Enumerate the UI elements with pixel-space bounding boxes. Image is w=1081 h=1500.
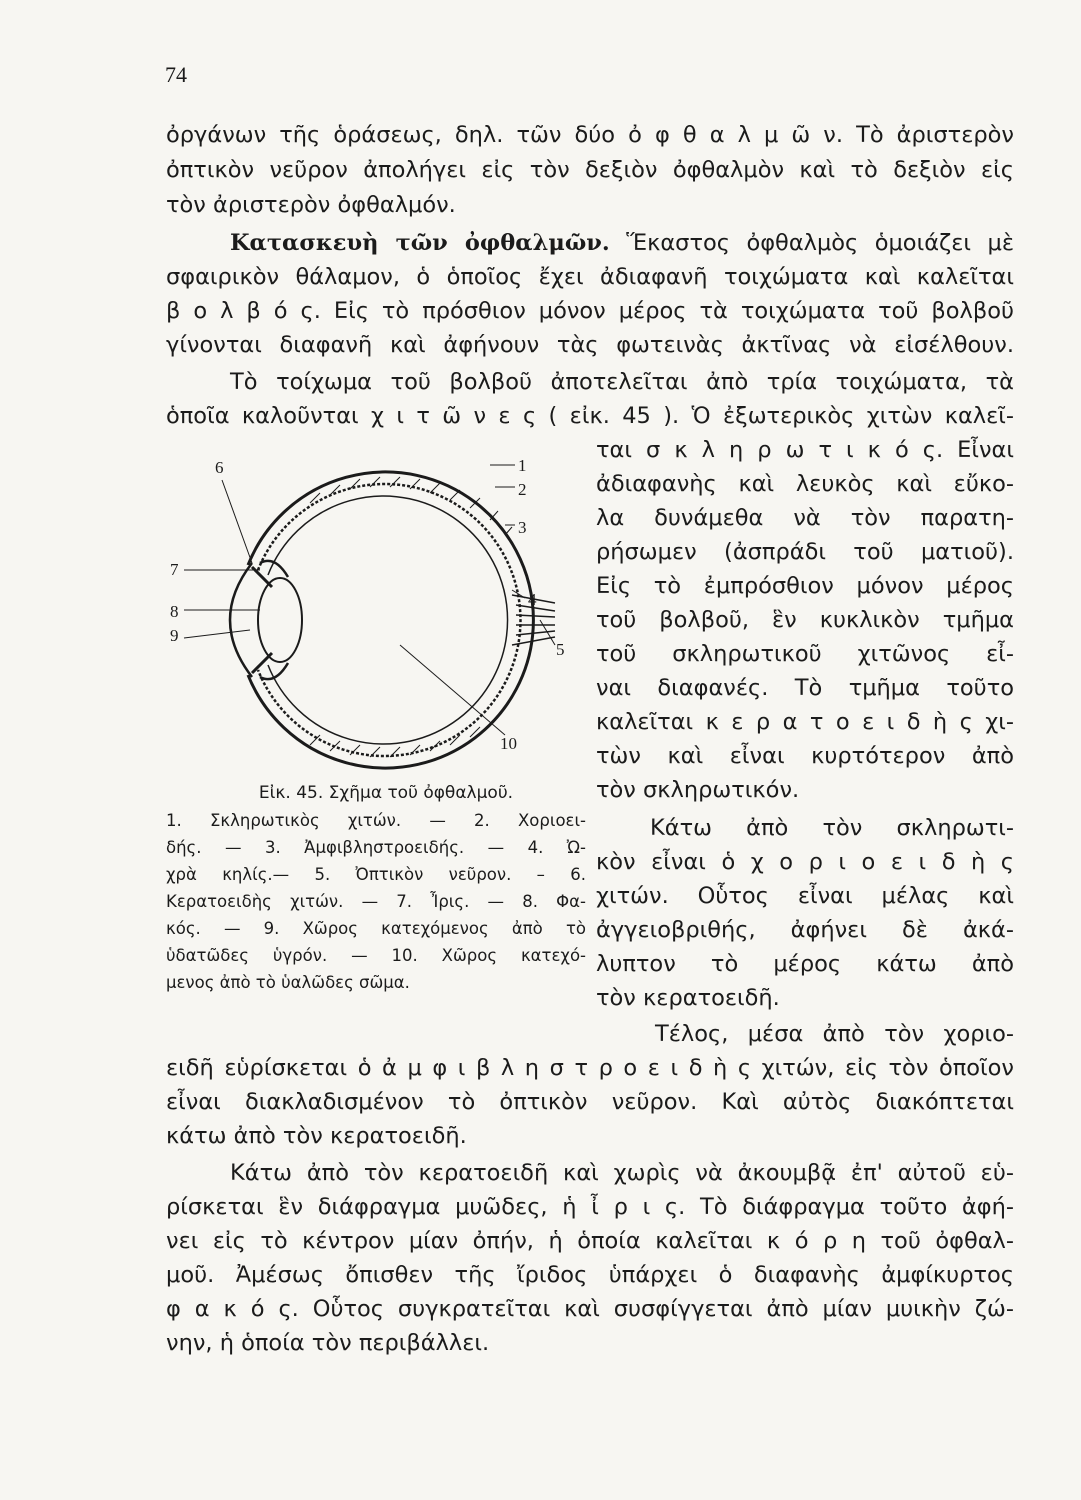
text-line: ἀδιαφανὴς καὶ λευκὸς καὶ εὔκο- bbox=[596, 471, 1014, 497]
text-line: ὀπτικὸν νεῦρον ἀπολήγει εἰς τὸν δεξιὸν ὀφθαλμὸν καὶ τὸ δεξιὸν εἰς bbox=[166, 157, 1014, 183]
text-line: μοῦ. Ἀμέσως ὄπισθεν τῆς ἴριδος ὑπάρχει ὁ διαφανὴς ἀμφίκυρτος bbox=[166, 1262, 1014, 1288]
text-line: λυπτον τὸ μέρος κάτω ἀπὸ bbox=[596, 951, 1014, 977]
text-line: τοῦ σκληρωτικοῦ χιτῶνος εἶ- bbox=[596, 641, 1014, 667]
caption-line: χρὰ κηλίς.— 5. Ὀπτικὸν νεῦρον. – 6. bbox=[166, 865, 586, 884]
text-line: Κάτω ἀπὸ τὸν σκληρωτι- bbox=[650, 815, 1014, 841]
page-number: 74 bbox=[165, 62, 187, 87]
text-line: Εἰς τὸ ἐμπρόσθιον μόνον μέρος bbox=[596, 573, 1014, 599]
text-line: Τὸ τοίχωμα τοῦ βολβοῦ ἀποτελεῖται ἀπὸ τρία τοιχώματα, τὰ bbox=[230, 369, 1014, 395]
text-line: ται σ κ λ η ρ ω τ ι κ ό ς. Εἶναι bbox=[596, 437, 1014, 463]
text-line: νει εἰς τὸ κέντρον μίαν ὀπήν, ἡ ὁποία καλεῖται κ ό ρ η τοῦ ὀφθαλ- bbox=[166, 1228, 1014, 1254]
lens-shape bbox=[258, 578, 302, 662]
text-line: τὸν ἀριστερὸν ὀφθαλμόν. bbox=[166, 192, 456, 218]
section-heading-line bbox=[230, 228, 1014, 258]
caption-title: Εἰκ. 45. Σχῆμα τοῦ ὀφθαλμοῦ. bbox=[258, 783, 514, 803]
text-line: κάτω ἀπὸ τὸν κερατοειδῆ. bbox=[166, 1123, 467, 1149]
choroid-shape bbox=[258, 484, 520, 756]
figure-caption bbox=[166, 780, 586, 996]
text-line: χιτών. Οὗτος εἶναι μέλας καὶ bbox=[596, 883, 1014, 909]
figure-label-8: 8 bbox=[170, 602, 179, 621]
figure-label-5: 5 bbox=[556, 640, 565, 659]
text-span: Ἕκαστος ὀφθαλμὸς ὁμοιάζει μὲ bbox=[626, 230, 1014, 256]
caption-line: Κερατοειδὴς χιτών. — 7. Ἶρις. — 8. Φα- bbox=[166, 892, 586, 911]
eye-diagram bbox=[160, 445, 580, 770]
text-line: λα δυνάμεθα νὰ τὸν παρατη- bbox=[596, 505, 1014, 531]
text-line: καλεῖται κ ε ρ α τ ο ε ι δ ὴ ς χι- bbox=[596, 709, 1014, 735]
text-line: τὸν σκληρωτικόν. bbox=[596, 777, 800, 803]
text-line: τὸν κερατοειδῆ. bbox=[596, 985, 780, 1011]
leader-10 bbox=[400, 645, 505, 735]
caption-line: μενος ἀπὸ τὸ ὑαλῶδες σῶμα. bbox=[166, 973, 410, 992]
text-line: σφαιρικὸν θάλαμον, ὁ ὁποῖος ἔχει ἀδιαφανῆ τοιχώματα καὶ καλεῖται bbox=[166, 264, 1014, 290]
caption-line: 1. Σκληρωτικὸς χιτών. — 2. Χοριοει- bbox=[166, 811, 586, 830]
text-line: ὀργάνων τῆς ὁράσεως, δηλ. τῶν δύο ὀ φ θ α λ μ ῶ ν. Τὸ ἀριστερὸν bbox=[166, 122, 1014, 148]
text-line: Κάτω ἀπὸ τὸν κερατοειδῆ καὶ χωρὶς νὰ ἀκουμβᾷ ἐπ' αὐτοῦ εὑ- bbox=[230, 1160, 1014, 1186]
leader-9 bbox=[184, 630, 250, 638]
text-line: τὼν καὶ εἶναι κυρτότερον ἀπὸ bbox=[596, 743, 1014, 769]
figure-label-6: 6 bbox=[215, 458, 224, 477]
text-line: Τέλος, μέσα ἀπὸ τὸν χοριο- bbox=[655, 1021, 1014, 1047]
figure-label-9: 9 bbox=[170, 626, 179, 645]
text-line: νην, ἡ ὁποία τὸν περιβάλλει. bbox=[166, 1330, 490, 1356]
figure-label-2: 2 bbox=[518, 480, 527, 499]
figure-label-7: 7 bbox=[170, 560, 179, 579]
text-line: ναι διαφανές. Τὸ τμῆμα τοῦτο bbox=[596, 675, 1014, 701]
text-line: φ α κ ό ς. Οὗτος συγκρατεῖται καὶ συσφίγγεται ἀπὸ μίαν μυικὴν ζώ- bbox=[166, 1296, 1014, 1322]
text-line: ρίσκεται ἓν διάφραγμα μυῶδες, ἡ ἶ ρ ι ς. Τὸ διάφραγμα τοῦτο ἀφή- bbox=[166, 1194, 1014, 1220]
text-line: ρήσωμεν (ἀσπράδι τοῦ ματιοῦ). bbox=[596, 539, 1014, 565]
figure-label-3: 3 bbox=[518, 518, 527, 537]
eye-diagram-svg bbox=[160, 445, 580, 770]
text-line: β ο λ β ό ς. Εἰς τὸ πρόσθιον μόνον μέρος τὰ τοιχώματα τοῦ βολβοῦ bbox=[166, 298, 1014, 324]
leader-6 bbox=[222, 480, 252, 563]
cornea-shape bbox=[230, 563, 252, 677]
text-line: ειδῆ εὑρίσκεται ὁ ἀ μ φ ι β λ η σ τ ρ ο ε ι δ ὴ ς χιτών, εἰς τὸν ὁποῖον bbox=[166, 1055, 1014, 1081]
text-line: κὸν εἶναι ὁ χ ο ρ ι ο ε ι δ ὴ ς bbox=[596, 849, 1014, 875]
text-line: ὁποῖα καλοῦνται χ ι τ ῶ ν ε ς ( εἰκ. 45 ). Ὁ ἐξωτερικὸς χιτὼν καλεῖ- bbox=[166, 403, 1014, 429]
caption-line: κός. — 9. Χῶρος κατεχόμενος ἀπὸ τὸ bbox=[166, 919, 586, 938]
text-line: ἀγγειοβριθής, ἀφήνει δὲ ἀκά- bbox=[596, 917, 1014, 943]
text-line: τοῦ βολβοῦ, ἓν κυκλικὸν τμῆμα bbox=[596, 607, 1014, 633]
section-heading: Κατασκευὴ τῶν ὀφθαλμῶν. bbox=[230, 230, 610, 256]
text-line: γίνονται διαφανῆ καὶ ἀφήνουν τὰς φωτεινὰς ἀκτῖνας νὰ εἰσέλθουν. bbox=[166, 332, 1014, 358]
text-line: εἶναι διακλαδισμένον τὸ ὀπτικὸν νεῦρον. Καὶ αὐτὸς διακόπτεται bbox=[166, 1089, 1014, 1115]
caption-line: ὑδατῶδες ὑγρόν. — 10. Χῶρος κατεχό- bbox=[166, 946, 586, 965]
figure-label-10: 10 bbox=[500, 734, 517, 753]
figure-label-4: 4 bbox=[528, 590, 537, 609]
figure-label-1: 1 bbox=[518, 456, 527, 475]
caption-line: δής. — 3. Ἀμφιβληστροειδής. — 4. Ὠ- bbox=[166, 838, 586, 857]
